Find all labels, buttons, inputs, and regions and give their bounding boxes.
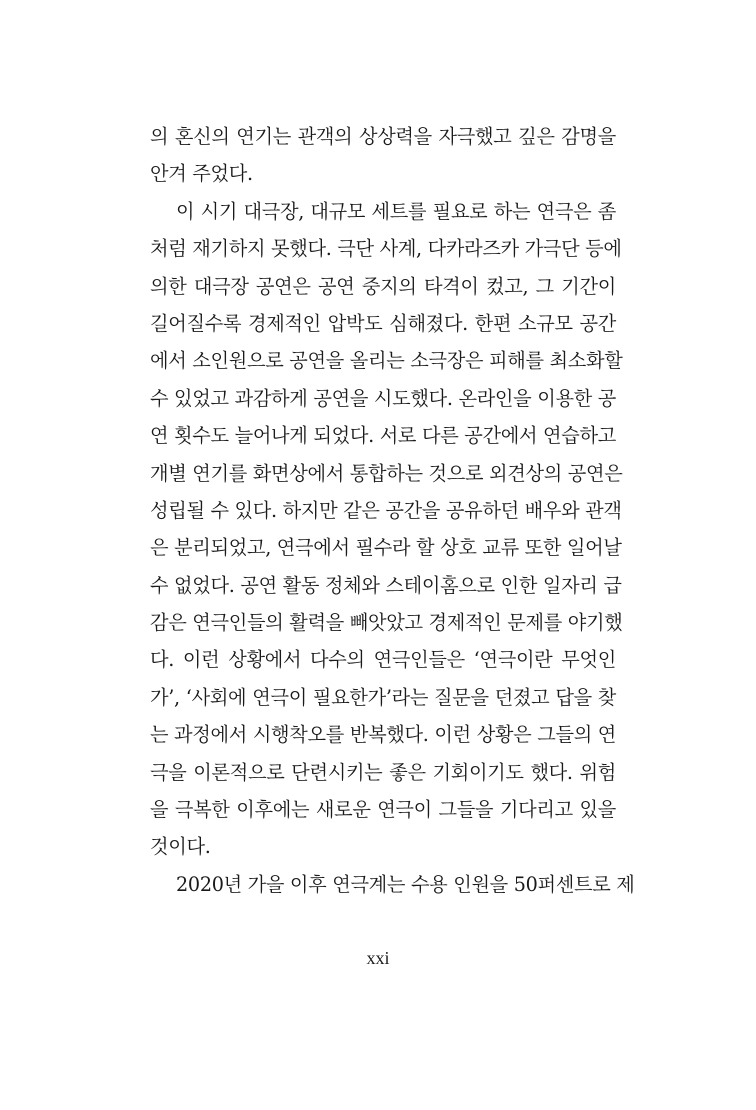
text-line: 에서 소인원으로 공연을 올리는 소극장은 피해를 최소화할 [150,349,623,373]
page-body [150,118,635,903]
paragraph [150,866,635,903]
text-line: 의 혼신의 연기는 관객의 상상력을 자극했고 깊은 감명을 [150,125,616,148]
text-line: 2020년 가을 이후 연극계는 수용 인원을 50퍼센트로 제 [176,872,635,896]
text-line: 성립될 수 있다. 하지만 같은 공간을 공유하던 배우와 관객 [150,498,622,522]
text-line: 다. 이런 상황에서 다수의 연극인들은 ‘연극이란 무엇인 [150,648,616,672]
text-line: 이 시기 대극장, 대규모 세트를 필요로 하는 연극은 좀 [176,199,616,223]
text-line: 가’, ‘사회에 연극이 필요한가’라는 질문을 던졌고 답을 찾 [150,685,616,709]
text-line: 극을 이론적으로 단련시키는 좋은 기회이기도 했다. 위험 [150,760,616,784]
text-line: 것이다. [150,835,211,859]
text-line: 는 과정에서 시행착오를 반복했다. 이런 상황은 그들의 연 [150,723,616,747]
text-line: 은 분리되었고, 연극에서 필수라 할 상호 교류 또한 일어날 [150,536,622,560]
paragraph [150,118,616,193]
text-line: 개별 연기를 화면상에서 통합하는 것으로 외견상의 공연은 [150,461,623,485]
text-line: 감은 연극인들의 활력을 빼앗았고 경제적인 문제를 야기했 [150,611,623,635]
text-line: 처럼 재기하지 못했다. 극단 사계, 다카라즈카 가극단 등에 [150,237,622,261]
text-line: 길어질수록 경제적인 압박도 심해졌다. 한편 소규모 공간 [150,311,616,335]
text-line: 수 있었고 과감하게 공연을 시도했다. 온라인을 이용한 공 [150,386,616,410]
text-line: 의한 대극장 공연은 공연 중지의 타격이 컸고, 그 기간이 [150,274,616,298]
paragraph [150,193,623,866]
page-number: xxi [366,948,390,968]
text-line: 연 횟수도 늘어나게 되었다. 서로 다른 공간에서 연습하고 [150,424,616,448]
text-line: 을 극복한 이후에는 새로운 연극이 그들을 기다리고 있을 [150,798,616,822]
text-line: 수 없었다. 공연 활동 정체와 스테이홈으로 인한 일자리 급 [150,573,622,597]
text-line: 안겨 주었다. [150,162,253,186]
